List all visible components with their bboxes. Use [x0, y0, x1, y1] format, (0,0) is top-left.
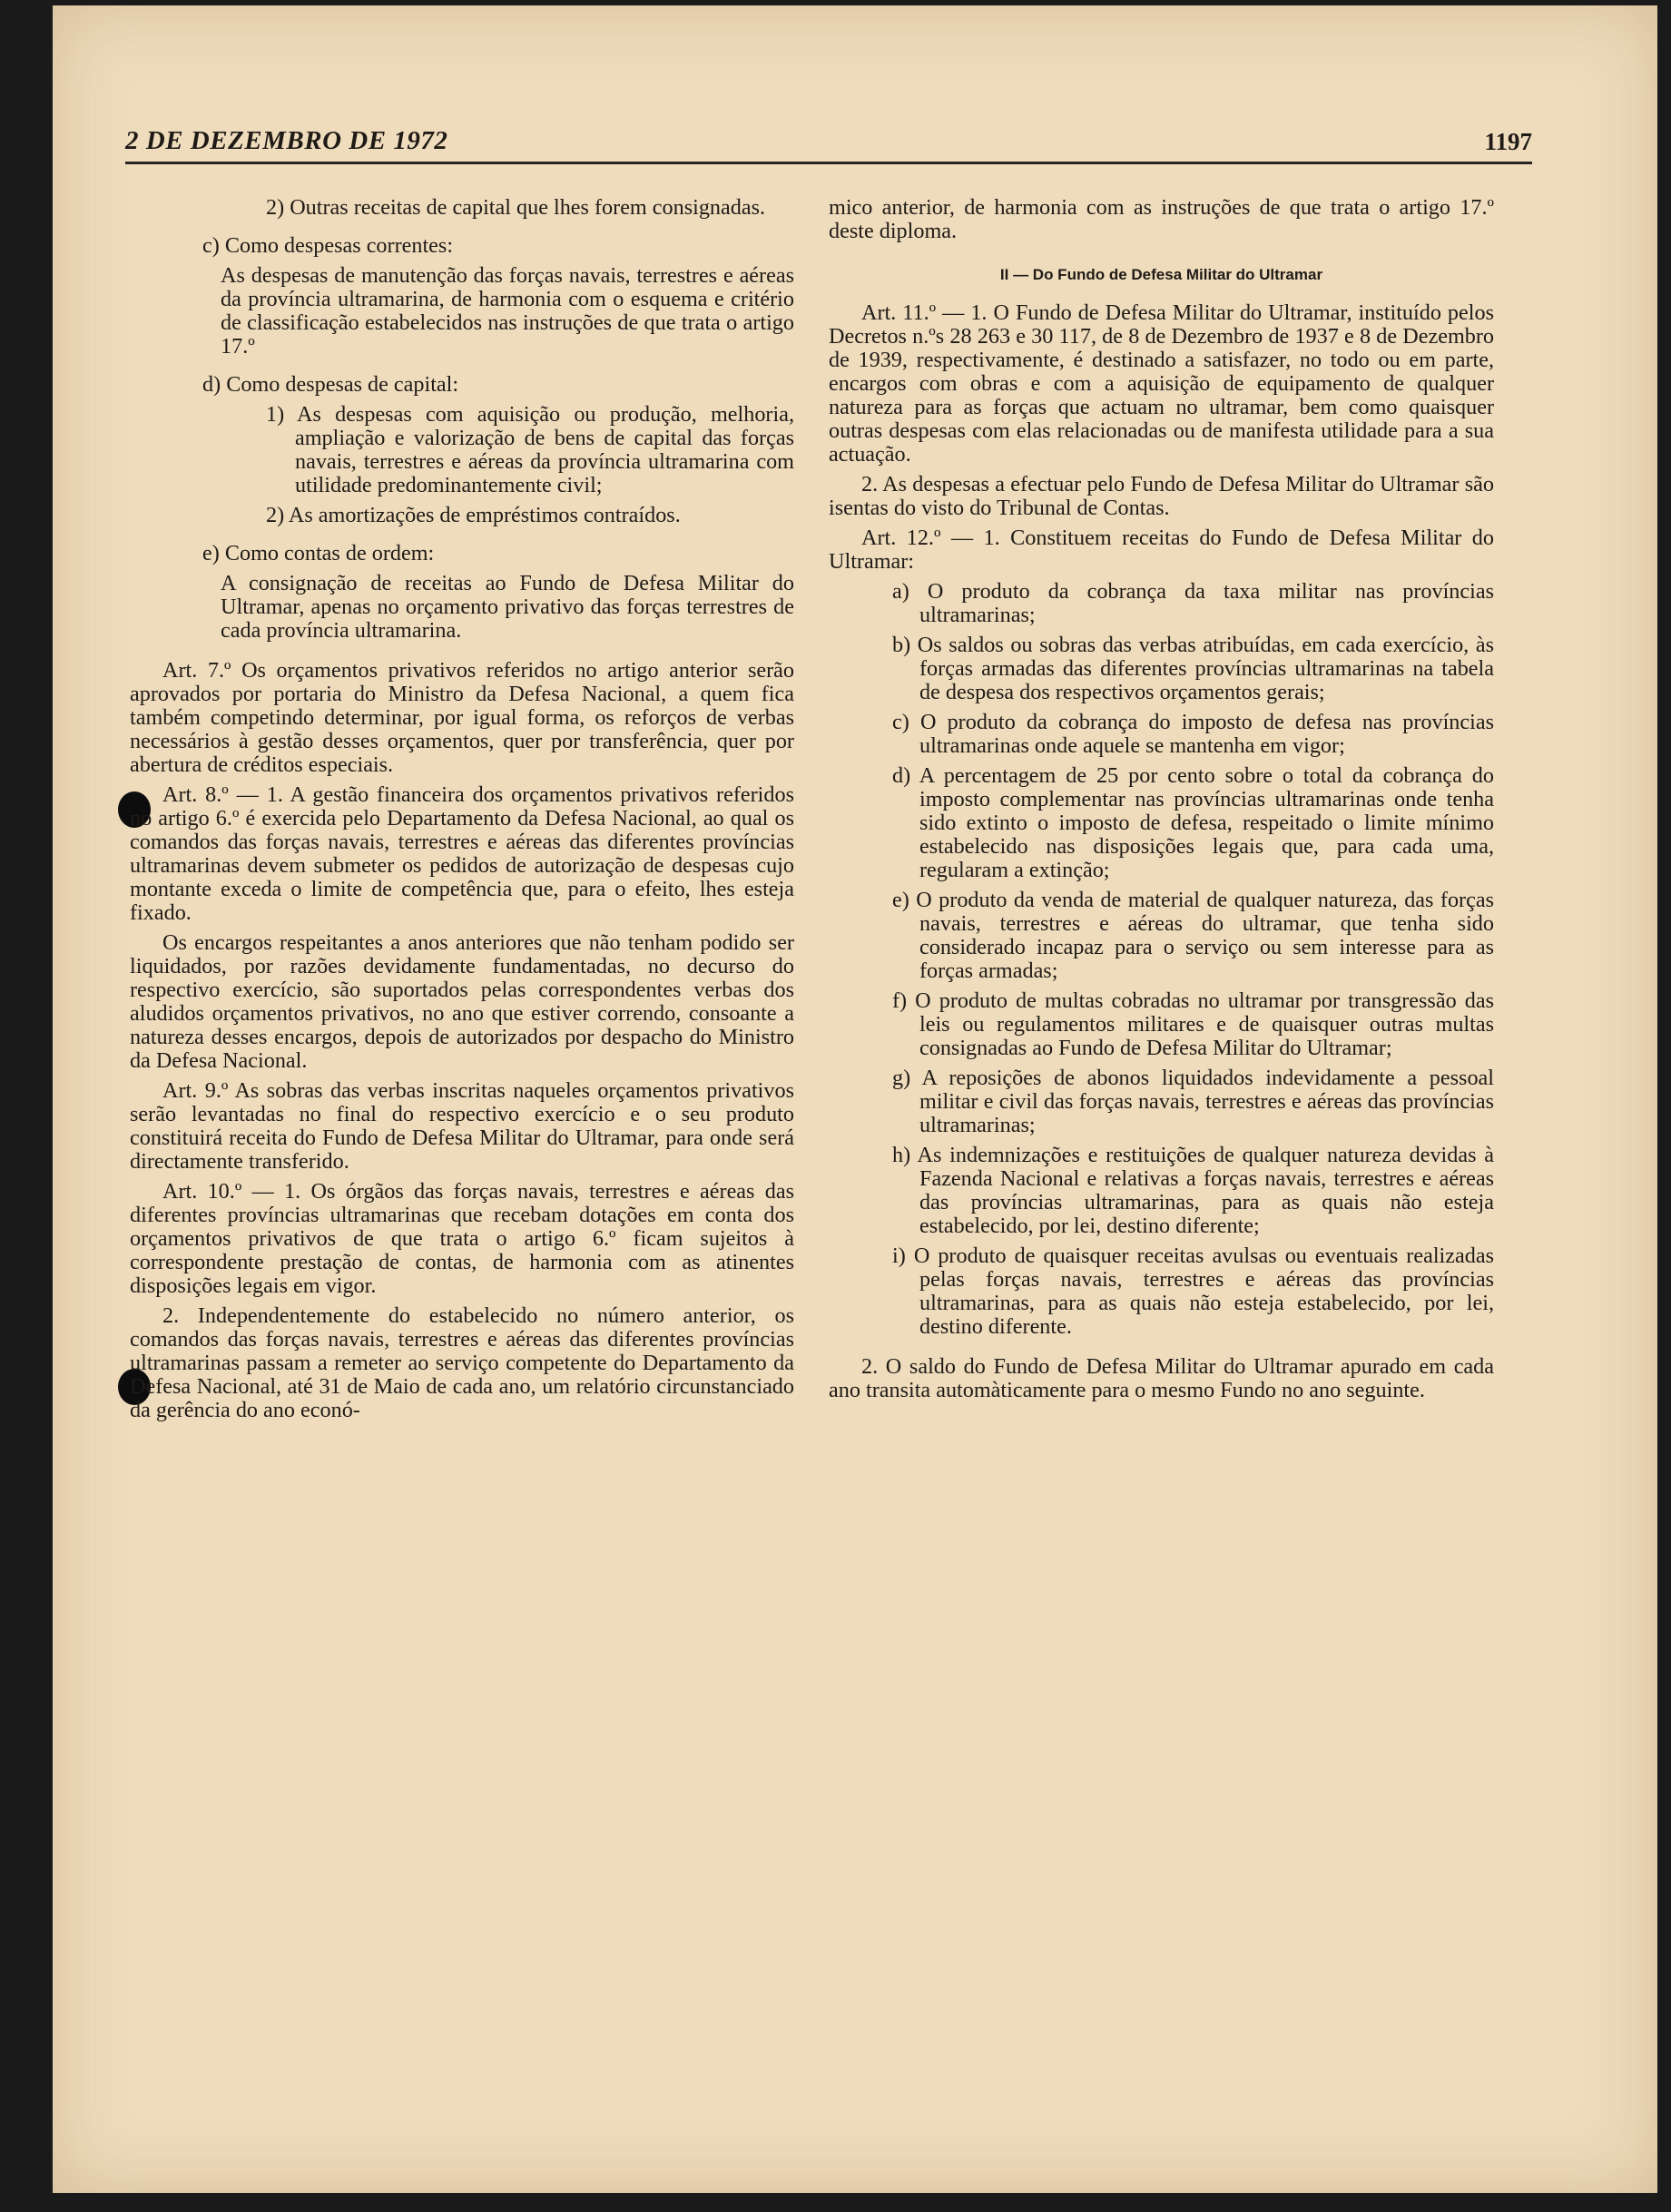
paragraph: 2) Outras receitas de capital que lhes forem consignadas. — [266, 195, 766, 220]
article: Art. 9.º As sobras das verbas inscritas naqueles orçamentos privativos serão levantadas no final do respectivo exercício e o seu produto constituirá receita do Fundo de Defesa Militar do Ultramar, para onde será directamente transferido. — [130, 1078, 794, 1174]
paragraph: 2. Independentemente do estabelecido no número anterior, os comandos das forças navais, terrestres e aéreas das diferentes províncias ultramarinas passam a remeter ao serviço competente do Departamento da Defesa Nacional, até 31 de Maio de cada ano, um relatório circunstanciado da gerência do ano econó- — [130, 1303, 794, 1422]
page-number: 1197 — [1484, 128, 1532, 155]
subheading: c) Como despesas correntes: — [202, 233, 454, 258]
paragraph: A consignação de receitas ao Fundo de Defesa Militar do Ultramar, apenas no orçamento privativo das forças terrestres de cada província ultramarina. — [221, 571, 794, 643]
subheading: d) Como despesas de capital: — [202, 372, 459, 397]
article: Art. 12.º — 1. Constituem receitas do Fundo de Defesa Militar do Ultramar: — [829, 526, 1494, 574]
list-item: i) O produto de quaisquer receitas avulsas ou eventuais realizadas pelas forças navais, terrestres e aéreas das províncias ultramarinas, para as quais não esteja estabelecido, por lei, destino diferente. — [892, 1244, 1494, 1339]
section-heading: II — Do Fundo de Defesa Militar do Ultramar — [999, 266, 1323, 283]
paragraph: 2. As despesas a efectuar pelo Fundo de Defesa Militar do Ultramar são isentas do visto do Tribunal de Contas. — [829, 472, 1494, 520]
article: Art. 7.º Os orçamentos privativos referidos no artigo anterior serão aprovados por portaria do Ministro da Defesa Nacional, a quem fica também competindo determinar, por igual forma, os reforços de verbas necessários à gestão desses orçamentos, quer por transferência, quer por abertura de créditos especiais. — [130, 658, 794, 777]
list-item: c) O produto da cobrança do imposto de defesa nas províncias ultramarinas onde aquele se mantenha em vigor; — [892, 710, 1494, 758]
paragraph: As despesas de manutenção das forças navais, terrestres e aéreas da província ultramarina, de harmonia com o esquema e critério de classificação estabelecidos nas instruções de que trata o artigo 17.º — [221, 263, 794, 359]
paragraph: 2) As amortizações de empréstimos contraídos. — [266, 503, 681, 527]
right-column — [829, 196, 1494, 1409]
article: Art. 10.º — 1. Os órgãos das forças navais, terrestres e aéreas das diferentes províncias ultramarinas que recebam dotações em conta dos orçamentos privativos de que trata o artigo 6.º ficam sujeitos à correspondente prestação de contas, de harmonia com as atinentes disposições legais em vigor. — [130, 1179, 794, 1298]
subheading: e) Como contas de ordem: — [202, 541, 435, 565]
paragraph: 1) As despesas com aquisição ou produção, melhoria, ampliação e valorização de bens de capital das forças navais, terrestres e aéreas da província ultramarina com utilidade predominantemente civil; — [266, 402, 794, 497]
list-item: d) A percentagem de 25 por cento sobre o total da cobrança do imposto complementar nas províncias ultramarinas onde tenha sido extinto o imposto de defesa, respeitado o limite mínimo estabelecido nas disposições legais que, para cada uma, regularam a extinção; — [892, 763, 1494, 882]
paragraph: Os encargos respeitantes a anos anteriores que não tenham podido ser liquidados, por razões devidamente fundamentadas, no decurso do respectivo exercício, são suportados pelas correspondentes verbas dos aludidos orçamentos privativos, no ano que estiver correndo, consoante a natureza desses encargos, depois de autorizados por despacho do Ministro da Defesa Nacional. — [130, 930, 794, 1073]
list-item: a) O produto da cobrança da taxa militar nas províncias ultramarinas; — [892, 579, 1494, 627]
list-item: b) Os saldos ou sobras das verbas atribuídas, em cada exercício, às forças armadas das diferentes províncias ultramarinas na tabela de despesa dos respectivos orçamentos gerais; — [892, 633, 1494, 704]
paragraph: 2. O saldo do Fundo de Defesa Militar do Ultramar apurado em cada ano transita automàticamente para o mesmo Fundo no ano seguinte. — [829, 1354, 1494, 1402]
header-date: 2 DE DEZEMBRO DE 1972 — [125, 126, 448, 155]
list-item: g) A reposições de abonos liquidados indevidamente a pessoal militar e civil das forças navais, terrestres e aéreas das províncias ultramarinas; — [892, 1066, 1494, 1137]
list-item: h) As indemnizações e restituições de qualquer natureza devidas à Fazenda Nacional e relativas a forças navais, terrestres e aéreas das províncias ultramarinas, para as quais não esteja estabelecido, por lei, destino diferente; — [892, 1143, 1494, 1238]
page-header — [125, 122, 1532, 164]
list-item: e) O produto da venda de material de qualquer natureza, das forças navais, terrestres e aéreas do ultramar, que tenha sido considerado incapaz para o serviço ou sem interesse para as forças armadas; — [892, 888, 1494, 983]
left-column — [130, 196, 794, 1429]
list-item: f) O produto de multas cobradas no ultramar por transgressão das leis ou regulamentos militares e de quaisquer outras multas consignadas ao Fundo de Defesa Militar do Ultramar; — [892, 988, 1494, 1060]
article: Art. 8.º — 1. A gestão financeira dos orçamentos privativos referidos no artigo 6.º é exercida pelo Departamento da Defesa Nacional, ao qual os comandos das forças navais, terrestres e aéreas das diferentes províncias ultramarinas devem submeter os pedidos de autorização de despesas cujo montante exceda o limite de competência que, para o efeito, lhes esteja fixado. — [130, 782, 794, 925]
article: Art. 11.º — 1. O Fundo de Defesa Militar do Ultramar, instituído pelos Decretos n.ºs 28 263 e 30 117, de 8 de Dezembro de 1937 e 8 de Dezembro de 1939, respectivamente, é destinado a satisfazer, no todo ou em parte, encargos com obras e com a aquisição de equipamento de qualquer natureza para as forças que actuam no ultramar, bem como quaisquer outras despesas com elas relacionadas ou de manifesta utilidade para a sua actuação. — [829, 300, 1494, 467]
document-page — [53, 5, 1657, 2193]
paragraph: mico anterior, de harmonia com as instruções de que trata o artigo 17.º deste diploma. — [829, 195, 1494, 243]
